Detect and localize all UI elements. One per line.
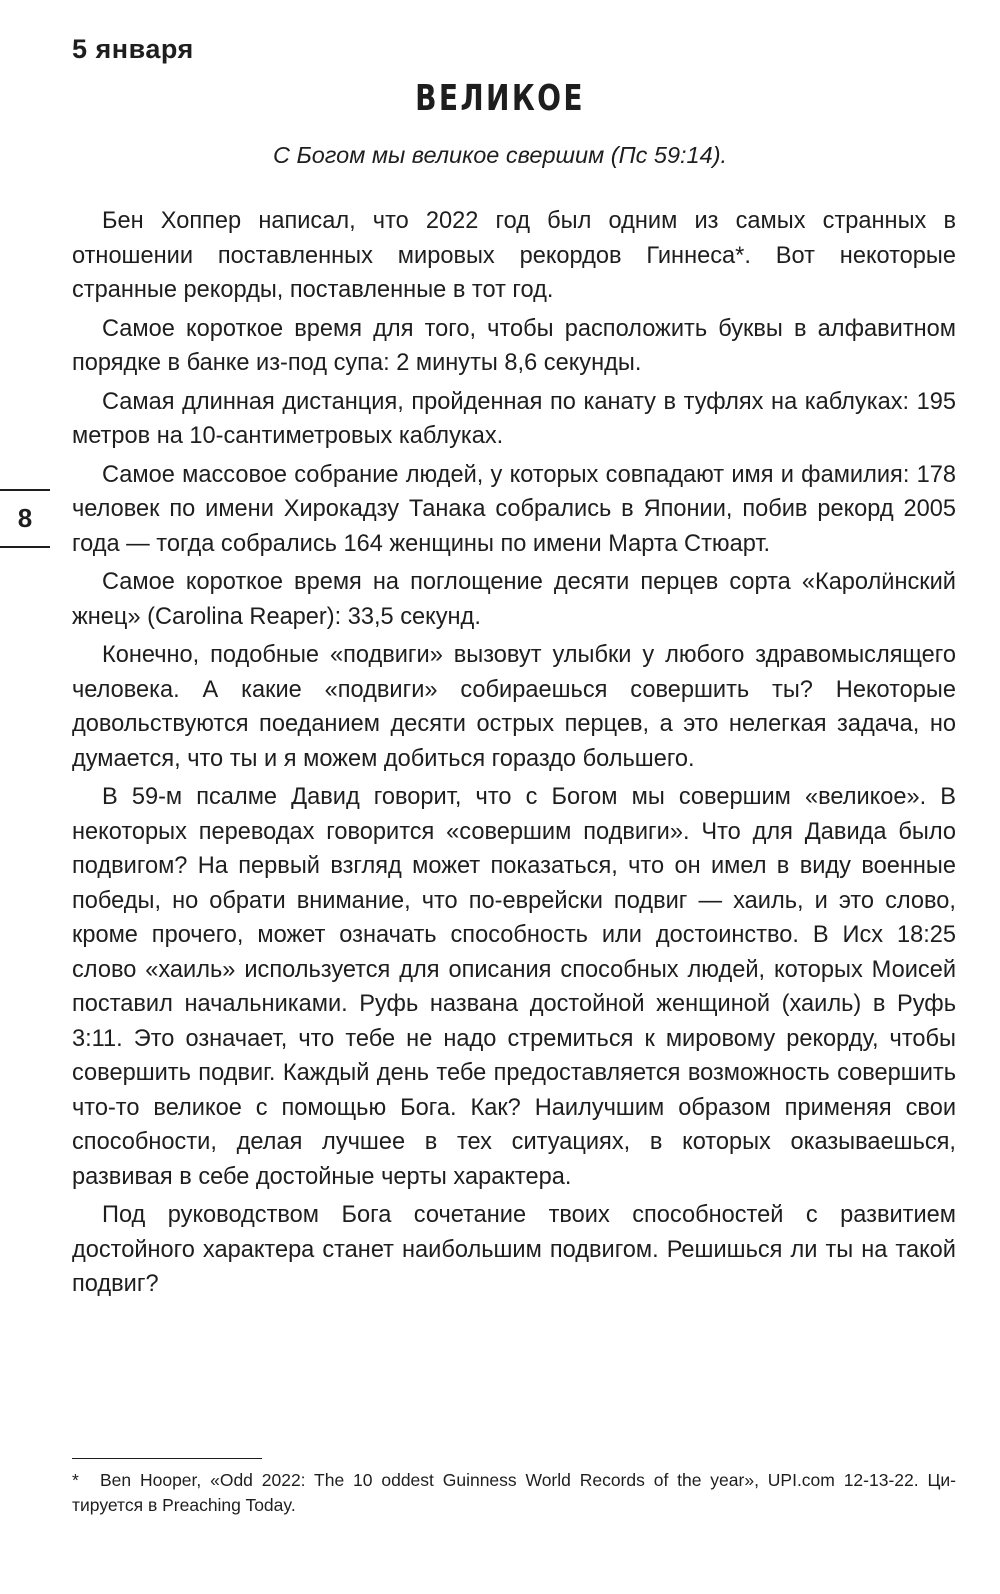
paragraph: Самая длинная дистанция, пройденная по канату в туфлях на каблуках: 195 метров на 10-сантиметровых каблуках. bbox=[72, 388, 956, 449]
footnote-marker: * bbox=[72, 1470, 79, 1490]
epigraph: С Богом мы великое свершим (Пс 59:14). bbox=[272, 142, 728, 168]
page-number: 8 bbox=[17, 503, 33, 533]
footnote-rule bbox=[72, 1458, 262, 1459]
paragraph: Самое короткое время для того, чтобы расположить буквы в алфавитном порядке в банке из-под супа: 2 минуты 8,6 секунды. bbox=[72, 315, 956, 376]
footnote bbox=[72, 1468, 956, 1518]
paragraph: В 59-м псалме Давид говорит, что с Богом мы совершим «великое». В некоторых переводах говорится «совершим подвиги». Что для Давида было подвигом? На первый взгляд может показаться, что он имел в виду военные победы, но обрати внимание, что по-еврейски подвиг — хаиль, и это слово, кроме прочего, может означать способность или достоинство. В Исх 18:25 слово «хаиль» используется для описания способных людей, которых Моисей поставил начальниками. Руфь названа достойной женщиной (хаиль) в Руфь 3:11. Это означает, что тебе не надо стремиться к мировому рекорду, чтобы совершить подвиг. Каждый день тебе предоставляется возможность совершить что-то великое с помощью Бога. Как? Наилучшим образом применяя свои способности, делая лучшее в тех ситуациях, в которых оказываешься, развивая в себе достойные черты характера. bbox=[72, 784, 956, 1190]
paragraph: Конечно, подобные «подвиги» вызовут улыбки у любого здравомыслящего человека. А какие «подвиги» собираешься совершить ты? Некоторые довольствуются поеданием десяти острых перцев, а это нелегкая задача, но думается, что ты и я можем добиться гораздо большего. bbox=[72, 642, 956, 772]
paragraph: Бен Хоппер написал, что 2022 год был одним из самых странных в отношении поставленных мировых рекордов Гиннеса*. Вот некоторые странные рекорды, поставленные в тот год. bbox=[72, 208, 956, 303]
page-number-rule-top bbox=[0, 489, 50, 491]
article-body bbox=[72, 204, 956, 1302]
page-title: ВЕЛИКОЕ bbox=[415, 78, 585, 119]
footnote-text: Ben Hooper, «Odd 2022: The 10 oddest Guinness World Records of the year», UPI.com 12-13-22. Цитируется в Preaching Today. bbox=[72, 1470, 956, 1515]
page-number-rule-bottom bbox=[0, 546, 50, 548]
paragraph: Самое массовое собрание людей, у которых совпадают имя и фамилия: 178 человек по имени Хирокадзу Танака собрались в Японии, побив рекорд 2005 года — тогда собрались 164 женщины по имени Марта Стюарт. bbox=[72, 461, 956, 557]
paragraph: Самое короткое время на поглощение десяти перцев сорта «Каролӥнский жнец» (Carolina Reaper): 33,5 секунд. bbox=[72, 569, 956, 630]
paragraph: Под руководством Бога сочетание твоих способностей с развитием достойного характера станет наибольшим подвигом. Решишься ли ты на такой подвиг? bbox=[72, 1202, 956, 1297]
page-date: 5 января bbox=[72, 34, 194, 64]
